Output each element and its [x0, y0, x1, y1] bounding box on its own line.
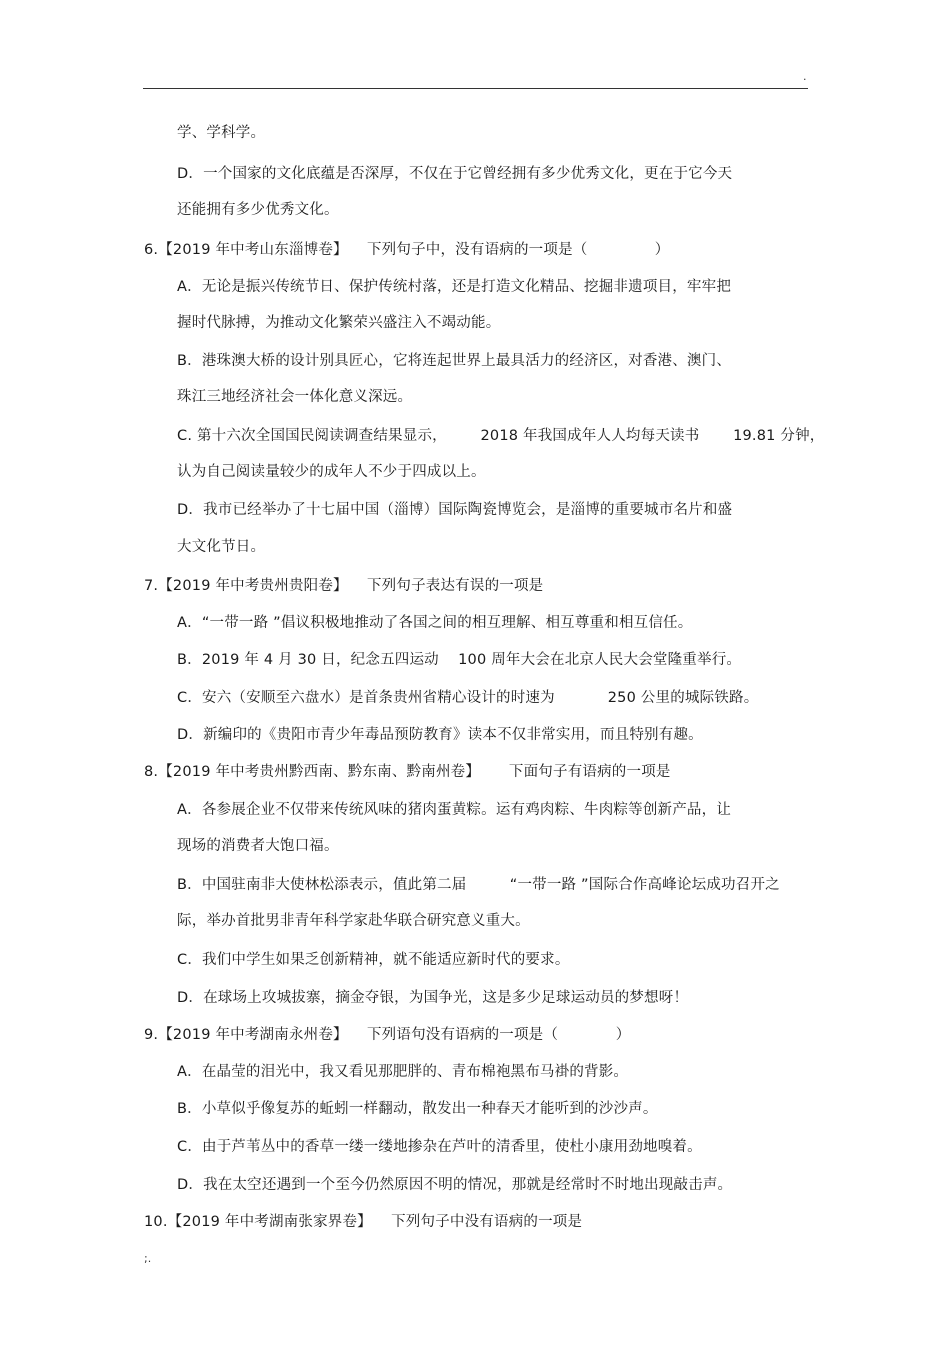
question-8: 8.【2019 年中考贵州黔西南、黔东南、黔南州卷】 下面句子有语病的一项是 [144, 764, 671, 780]
question-10: 10.【2019 年中考湖南张家界卷】 下列句子中没有语病的一项是 [144, 1214, 583, 1230]
header-rule [143, 88, 808, 89]
option-6a: A．无论是振兴传统节日、保护传统村落，还是打造文化精品、挖掘非遗项目，牢牢把 [177, 279, 732, 295]
option-9b: B．小草似乎像复苏的蚯蚓一样翻动，散发出一种春天才能听到的沙沙声。 [177, 1101, 658, 1117]
option-7a: A．“一带一路 ”倡议积极地推动了各国之间的相互理解、相互尊重和相互信任。 [177, 615, 693, 631]
option-9d: D．我在太空还遇到一个至今仍然原因不明的情况，那就是经常时不时地出现敲击声。 [177, 1177, 733, 1193]
text-line: 现场的消费者大饱口福。 [177, 838, 339, 854]
text-line: 握时代脉搏，为推动文化繁荣兴盛注入不竭动能。 [177, 315, 501, 331]
option-7c: C．安六（安顺至六盘水）是首条贵州省精心设计的时速为 250 公里的城际铁路。 [177, 690, 759, 706]
text-line: 大文化节日。 [177, 539, 266, 555]
option-8b: B．中国驻南非大使林松添表示，值此第二届 “一带一路 ”国际合作高峰论坛成功召开之 [177, 877, 780, 893]
footer-mark: ;. [144, 1252, 152, 1265]
option-6b: B．港珠澳大桥的设计别具匠心，它将连起世界上最具活力的经济区，对香港、澳门、 [177, 353, 732, 369]
option-5d: D．一个国家的文化底蕴是否深厚，不仅在于它曾经拥有多少优秀文化，更在于它今天 [177, 166, 733, 182]
text-line: 认为自己阅读量较少的成年人不少于四成以上。 [177, 464, 486, 480]
text-line: 际，举办首批男非青年科学家赴华联合研究意义重大。 [177, 913, 530, 929]
text-line: 珠江三地经济社会一体化意义深远。 [177, 389, 413, 405]
option-8c: C．我们中学生如果乏创新精神，就不能适应新时代的要求。 [177, 952, 570, 968]
option-6d: D．我市已经举办了十七届中国（淄博）国际陶瓷博览会，是淄博的重要城市名片和盛 [177, 502, 733, 518]
option-8d: D．在球场上攻城拔寨，摘金夺银，为国争光，这是多少足球运动员的梦想呀！ [177, 990, 689, 1006]
option-9a: A．在晶莹的泪光中，我又看见那肥胖的、青布棉袍黑布马褂的背影。 [177, 1064, 629, 1080]
text-line: 还能拥有多少优秀文化。 [177, 202, 339, 218]
question-7: 7.【2019 年中考贵州贵阳卷】 下列句子表达有误的一项是 [144, 578, 544, 594]
option-6c: C. 第十六次全国国民阅读调查结果显示， 2018 年我国成年人人均每天读书 19.81 分钟， [177, 428, 825, 444]
question-6: 6.【2019 年中考山东淄博卷】 下列句子中，没有语病的一项是（ ） [144, 242, 670, 258]
option-7d: D．新编印的《贵阳市青少年毒品预防教育》读本不仅非常实用，而且特别有趣。 [177, 727, 703, 743]
option-8a: A．各参展企业不仅带来传统风味的猪肉蛋黄粽。运有鸡肉粽、牛肉粽等创新产品，让 [177, 802, 732, 818]
question-9: 9.【2019 年中考湖南永州卷】 下列语句没有语病的一项是（ ） [144, 1027, 631, 1043]
header-mark: . [803, 70, 807, 83]
option-9c: C．由于芦苇丛中的香草一缕一缕地掺杂在芦叶的清香里，使杜小康用劲地嗅着。 [177, 1139, 702, 1155]
option-7b: B．2019 年 4 月 30 日，纪念五四运动 100 周年大会在北京人民大会堂隆重举行。 [177, 652, 742, 668]
text-line: 学、学科学。 [177, 125, 266, 141]
